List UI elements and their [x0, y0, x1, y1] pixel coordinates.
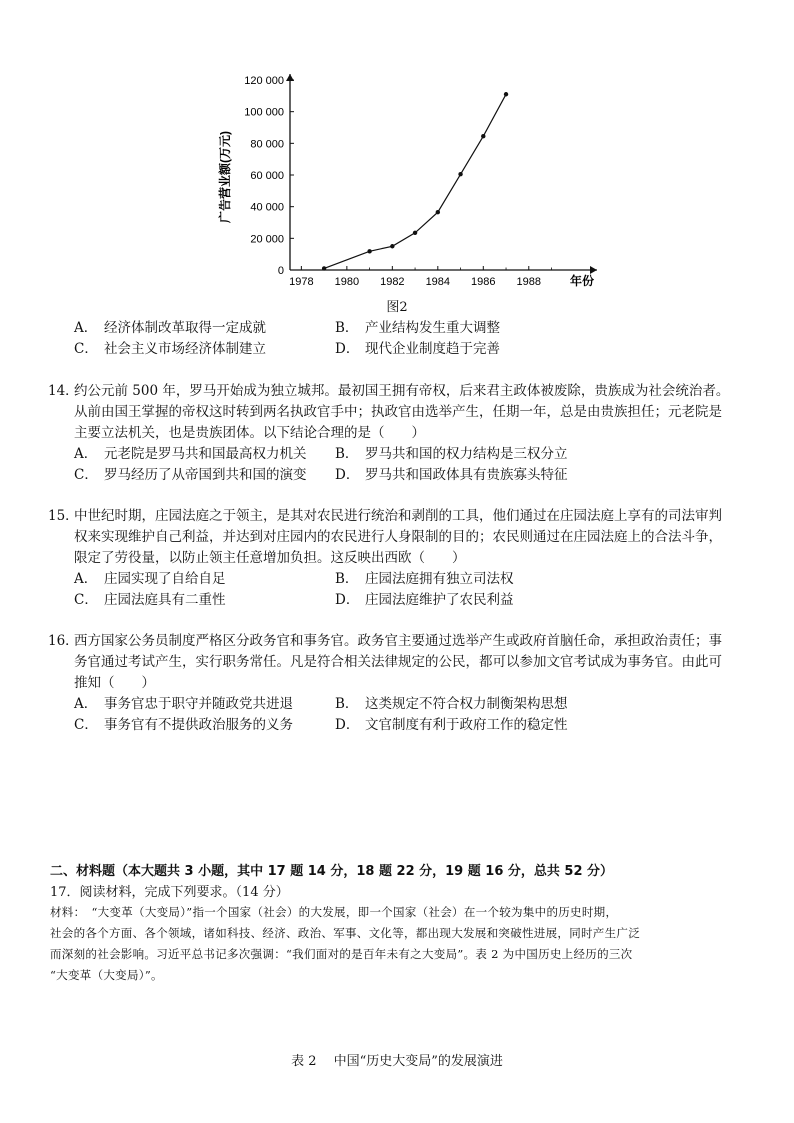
option-text: 庄园法庭具有二重性	[104, 592, 226, 608]
q14-option-d	[335, 465, 568, 486]
y-tick-label: 60 000	[250, 170, 284, 182]
option-letter: C．	[74, 592, 98, 608]
q14-option-b	[335, 444, 568, 465]
material-line: 社会的各个方面、各个领域，诸如科技、经济、政治、军事、文化等，都出现大发展和突破性进展，同时产生广泛	[50, 926, 640, 940]
option-text: 事务官忠于职守并随政党共进退	[104, 696, 293, 712]
q16-option-b	[335, 694, 568, 715]
option-text: 庄园法庭拥有独立司法权	[365, 571, 514, 587]
stem-line: 主要立法机关，也是贵族团体。以下结论合理的是（ ）	[74, 425, 425, 441]
question-number: 16．	[48, 633, 79, 649]
q16-option-a	[74, 694, 293, 715]
q17-instruction: 17．阅读材料，完成下列要求。（14 分）	[50, 885, 289, 900]
q15-option-c	[74, 590, 226, 611]
y-tick-label: 120 000	[244, 75, 284, 87]
section-heading: 二、材料题（本大题共 3 小题，其中 17 题 14 分，18 题 22 分，19 题 16 分，总共 52 分）	[50, 864, 614, 879]
material-line: “大变革（大变局）”。	[50, 968, 163, 982]
advertising-revenue-line-chart	[212, 62, 612, 300]
option-text: 元老院是罗马共和国最高权力机关	[104, 446, 307, 462]
option-text: 庄园实现了自给自足	[104, 571, 226, 587]
option-letter: B．	[335, 571, 359, 587]
option-letter: D．	[335, 467, 360, 483]
q14-option-a	[74, 444, 307, 465]
q16-option-c	[74, 715, 293, 736]
q13-option-d	[335, 339, 500, 360]
option-text: 罗马共和国的权力结构是三权分立	[365, 446, 568, 462]
q14-stem	[48, 381, 754, 444]
series-line	[324, 94, 506, 268]
option-text: 产业结构发生重大调整	[365, 320, 500, 336]
y-tick-label: 20 000	[250, 233, 284, 246]
option-text: 经济体制改革取得一定成就	[104, 320, 266, 336]
x-tick-label: 1980	[334, 276, 360, 288]
option-letter: C．	[74, 467, 98, 483]
data-point	[481, 134, 485, 138]
y-tick-label: 100 000	[244, 106, 284, 119]
stem-line: 限定了劳役量，以防止领主任意增加负担。这反映出西欧（ ）	[74, 550, 466, 566]
q15-option-a	[74, 569, 226, 590]
q17-material	[50, 902, 755, 986]
data-point	[458, 172, 462, 176]
option-letter: D．	[335, 717, 360, 733]
y-tick-label: 80 000	[250, 138, 284, 151]
q15-stem	[48, 506, 754, 569]
x-tick-label: 1986	[471, 276, 496, 288]
q13-option-a	[74, 318, 266, 339]
question-number: 14．	[48, 383, 79, 399]
option-letter: A．	[74, 320, 98, 336]
data-point	[367, 249, 371, 253]
x-tick-label: 1984	[425, 276, 451, 288]
data-point	[436, 210, 440, 214]
y-tick-label: 40 000	[250, 201, 284, 214]
option-letter: A．	[74, 446, 98, 462]
option-letter: A．	[74, 571, 98, 587]
stem-line: 中世纪时期，庄园法庭之于领主，是其对农民进行统治和剥削的工具，他们通过在庄园法庭上享有的司法审判	[74, 508, 722, 524]
option-letter: B．	[335, 320, 359, 336]
x-tick-label: 1978	[289, 276, 314, 288]
y-axis-label: 广告营业额(万元)	[218, 131, 232, 223]
option-letter: B．	[335, 696, 359, 712]
option-text: 社会主义市场经济体制建立	[104, 341, 266, 357]
option-letter: B．	[335, 446, 359, 462]
data-point	[390, 244, 394, 248]
option-text: 现代企业制度趋于完善	[365, 341, 500, 357]
option-text: 罗马共和国政体具有贵族寡头特征	[365, 467, 568, 483]
option-text: 文官制度有利于政府工作的稳定性	[365, 717, 568, 733]
q13-option-c	[74, 339, 266, 360]
material-line: 材料： “大变革（大变局）”指一个国家（社会）的大发展，即一个国家（社会）在一个较为集中的历史时期，	[50, 905, 618, 919]
x-axis-arrow	[590, 266, 597, 274]
q15-option-b	[335, 569, 514, 590]
q16-stem	[48, 631, 754, 694]
question-number: 15．	[48, 508, 79, 524]
y-tick-label: 0	[277, 265, 284, 277]
stem-line: 务官通过考试产生，实行职务常任。凡是符合相关法律规定的公民，都可以参加文官考试成为事务官。由此可	[74, 654, 722, 670]
data-point	[504, 92, 508, 96]
option-text: 事务官有不提供政治服务的义务	[104, 717, 293, 733]
option-text: 这类规定不符合权力制衡架构思想	[365, 696, 568, 712]
data-point	[413, 231, 417, 235]
x-axis	[289, 266, 597, 288]
material-line: 而深刻的社会影响。习近平总书记多次强调：“我们面对的是百年未有之大变局”。表 2 为中国历史上经历的三次	[50, 947, 633, 961]
q15-option-d	[335, 590, 514, 611]
data-point	[322, 266, 326, 270]
stem-line: 推知（ ）	[74, 675, 155, 691]
figure-caption: 图2	[386, 300, 408, 315]
option-letter: D．	[335, 341, 360, 357]
option-letter: C．	[74, 717, 98, 733]
x-axis-label: 年份	[570, 274, 595, 288]
option-text: 庄园法庭维护了农民利益	[365, 592, 514, 608]
x-tick-label: 1982	[380, 276, 405, 288]
q14-option-c	[74, 465, 307, 486]
stem-line: 西方国家公务员制度严格区分政务官和事务官。政务官主要通过选举产生或政府首脑任命，承担政治责任；事	[74, 633, 722, 649]
option-letter: A．	[74, 696, 98, 712]
option-letter: D．	[335, 592, 360, 608]
table-caption: 表 2 中国“历史大变局”的发展演进	[291, 1054, 503, 1069]
data-series	[322, 92, 508, 271]
x-tick-label: 1988	[516, 276, 542, 288]
q16-option-d	[335, 715, 568, 736]
y-axis	[244, 74, 294, 277]
stem-line: 权来实现维护自己利益，并达到对庄园内的农民进行人身限制的目的；农民则通过在庄园法庭上的合法斗争，	[74, 529, 722, 545]
stem-line: 约公元前 500 年，罗马开始成为独立城邦。最初国王拥有帝权，后来君主政体被废除，贵族成为社会统治者。	[74, 383, 730, 399]
stem-line: 从前由国王掌握的帝权这时转到两名执政官手中；执政官由选举产生，任期一年，总是由贵族担任；元老院是	[74, 404, 722, 420]
option-letter: C．	[74, 341, 98, 357]
q13-option-b	[335, 318, 500, 339]
option-text: 罗马经历了从帝国到共和国的演变	[104, 467, 307, 483]
